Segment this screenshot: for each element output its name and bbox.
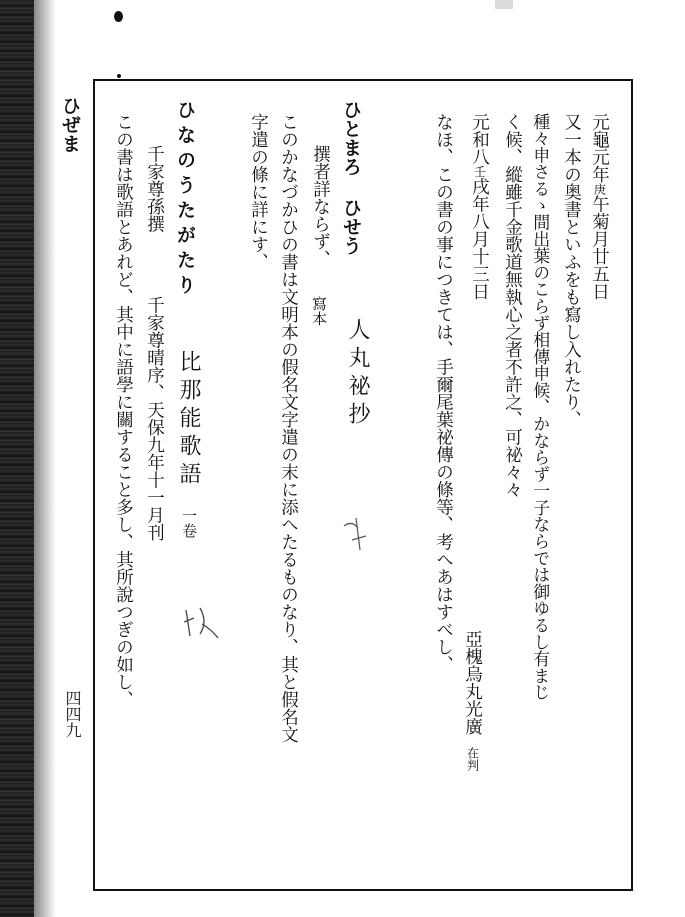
entry-title-kana: ひなのうたがたり [174,100,196,300]
date-main: 元龜元年 [589,113,610,183]
ink-spot [114,11,123,22]
colophon-date-2 [470,113,488,300]
ink-speck [117,74,121,78]
entry-title-kana: ひとまろ ひせう [340,100,362,255]
entry-title-kanji: 比那能歌語 [176,350,201,490]
page-number: 四四九 [63,690,82,738]
colophon-author [463,630,481,771]
entry-copy-type: 寫本 [310,296,328,326]
date-tail: 午菊月廿五日 [589,195,610,300]
text-line: なほ、この書の事につきては、手爾尾葉祕傳の條等、考へあはすべし、 [433,113,454,673]
date2-main: 元和八 [469,113,490,166]
pencil-annotation [338,510,378,560]
entry-pub-info: 千家尊晴序、天保九年十一月刊 [144,296,165,541]
text-line: く候、縱雖千金歌道無執心之者不許之、可祕々々 [502,113,523,498]
author-note: 在判 [465,747,480,771]
entry-author: 千家尊孫撰 [144,145,165,233]
date2-note: 壬 [472,165,487,178]
pencil-annotation [178,600,222,644]
date-note: 庚 [592,183,607,195]
author-name: 亞槐烏丸光廣 [462,630,483,735]
paper-smudge [495,0,513,9]
book-binding-edge [0,0,34,917]
text-line: 種々申さるゝ間出葉のこらず相傳申候、かならず一子ならでは御ゆるし有まじ [530,113,551,701]
entry-volume: 一卷 [180,508,198,538]
colophon-date [590,113,608,300]
binding-shadow [34,0,56,917]
text-line: このかなづかひの書は文明本の假名文字遣の末に添へたるものなり、其と假名文 [278,113,299,743]
entry-title-kanji: 人丸祕抄 [345,318,370,430]
text-line: 字遣の條に詳にす、 [248,113,269,271]
date2-tail: 戌年八月十三日 [469,177,490,300]
text-line: 又一本の奥書といふをも寫し入れたり、 [561,113,582,428]
entry-author: 撰者詳ならず、 [310,145,331,268]
text-line: この書は歌語とあれど、其中に語學に關すること多し、其所說つぎの如し、 [113,113,134,708]
running-head: ひぜま [59,96,81,153]
